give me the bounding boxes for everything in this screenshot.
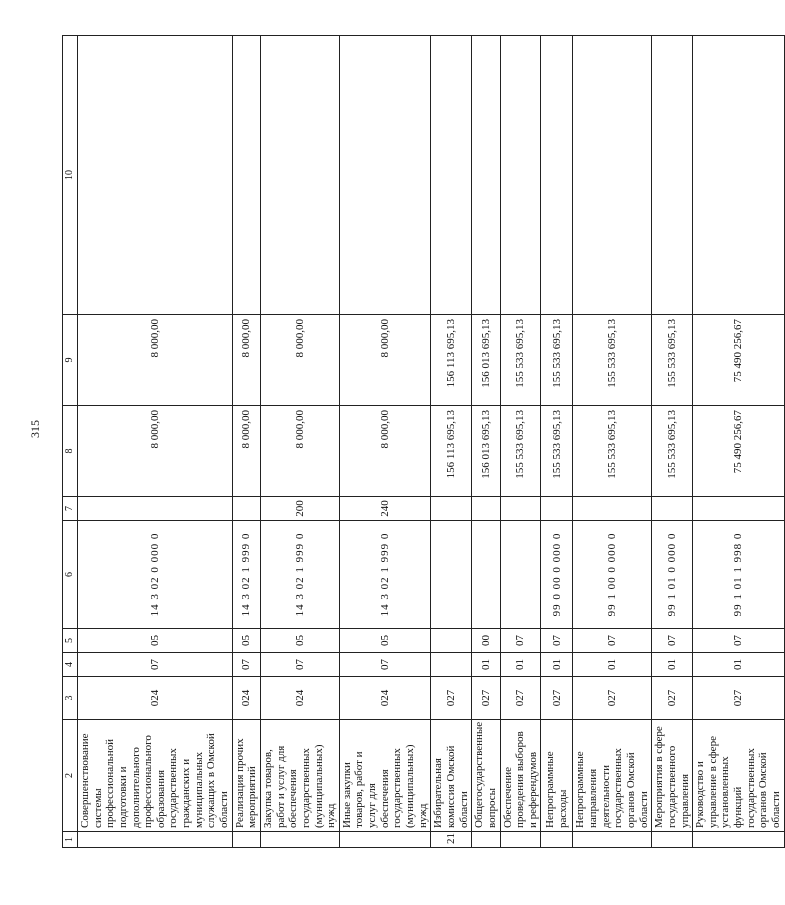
target-article-code: 14 3 02 1 999 0 bbox=[339, 521, 430, 629]
amount-col-8: 155 533 695,13 bbox=[573, 406, 652, 497]
subsection-code: 07 bbox=[541, 629, 573, 653]
table-header bbox=[63, 36, 78, 848]
table-row bbox=[431, 36, 472, 848]
target-article-code: 99 1 01 0 000 0 bbox=[652, 521, 693, 629]
row-number bbox=[541, 832, 573, 848]
amount-col-9: 155 533 695,13 bbox=[652, 315, 693, 406]
column-header-1: 1 bbox=[63, 832, 78, 848]
amount-col-10 bbox=[693, 36, 784, 315]
ministry-code: 027 bbox=[693, 677, 784, 720]
amount-col-8: 155 533 695,13 bbox=[500, 406, 541, 497]
expense-type-code bbox=[500, 497, 541, 521]
table-row bbox=[500, 36, 541, 848]
amount-col-9: 155 533 695,13 bbox=[500, 315, 541, 406]
subsection-code: 07 bbox=[693, 629, 784, 653]
item-name: Руководство и управление в сфере установленных функций государственных органов Омской области bbox=[693, 720, 784, 832]
ministry-code: 027 bbox=[541, 677, 573, 720]
amount-col-9: 156 113 695,13 bbox=[431, 315, 472, 406]
amount-col-8: 8 000,00 bbox=[232, 406, 260, 497]
item-name: Иные закупки товаров, работ и услуг для обеспечения государственных (муниципальных) нужд bbox=[339, 720, 430, 832]
column-header-3: 3 bbox=[63, 677, 78, 720]
ministry-code: 024 bbox=[260, 677, 339, 720]
amount-col-9: 8 000,00 bbox=[232, 315, 260, 406]
row-number bbox=[693, 832, 784, 848]
section-code: 01 bbox=[652, 653, 693, 677]
table-row bbox=[232, 36, 260, 848]
target-article-code: 99 1 00 0 000 0 bbox=[573, 521, 652, 629]
subsection-code: 07 bbox=[500, 629, 541, 653]
amount-col-9: 155 533 695,13 bbox=[573, 315, 652, 406]
section-code: 01 bbox=[573, 653, 652, 677]
expense-type-code bbox=[232, 497, 260, 521]
ministry-code: 024 bbox=[78, 677, 233, 720]
column-header-6: 6 bbox=[63, 521, 78, 629]
column-header-9: 9 bbox=[63, 315, 78, 406]
amount-col-9: 75 490 256,67 bbox=[693, 315, 784, 406]
ministry-code: 027 bbox=[431, 677, 472, 720]
row-number bbox=[652, 832, 693, 848]
table-row bbox=[573, 36, 652, 848]
expense-type-code: 240 bbox=[339, 497, 430, 521]
subsection-code bbox=[431, 629, 472, 653]
target-article-code: 14 3 02 1 999 0 bbox=[260, 521, 339, 629]
amount-col-9: 156 013 695,13 bbox=[472, 315, 500, 406]
column-header-8: 8 bbox=[63, 406, 78, 497]
section-code: 07 bbox=[232, 653, 260, 677]
item-name: Избирательная комиссия Омской области bbox=[431, 720, 472, 832]
target-article-code bbox=[431, 521, 472, 629]
expense-type-code bbox=[573, 497, 652, 521]
row-number bbox=[260, 832, 339, 848]
amount-col-9: 8 000,00 bbox=[260, 315, 339, 406]
target-article-code bbox=[500, 521, 541, 629]
amount-col-10 bbox=[431, 36, 472, 315]
column-header-2: 2 bbox=[63, 720, 78, 832]
amount-col-10 bbox=[652, 36, 693, 315]
amount-col-8: 155 533 695,13 bbox=[541, 406, 573, 497]
subsection-code: 05 bbox=[232, 629, 260, 653]
amount-col-10 bbox=[541, 36, 573, 315]
expense-type-code bbox=[472, 497, 500, 521]
table-row bbox=[541, 36, 573, 848]
table-row bbox=[693, 36, 784, 848]
item-name: Непрограммные расходы bbox=[541, 720, 573, 832]
column-header-7: 7 bbox=[63, 497, 78, 521]
table-row bbox=[260, 36, 339, 848]
section-code bbox=[431, 653, 472, 677]
amount-col-8: 75 490 256,67 bbox=[693, 406, 784, 497]
amount-col-9: 8 000,00 bbox=[339, 315, 430, 406]
item-name: Закупка товаров, работ и услуг для обеспечения государственных (муниципальных) нужд bbox=[260, 720, 339, 832]
subsection-code: 07 bbox=[652, 629, 693, 653]
amount-col-10 bbox=[573, 36, 652, 315]
ministry-code: 024 bbox=[339, 677, 430, 720]
amount-col-8: 8 000,00 bbox=[78, 406, 233, 497]
target-article-code: 14 3 02 1 999 0 bbox=[232, 521, 260, 629]
expense-type-code bbox=[541, 497, 573, 521]
section-code: 01 bbox=[472, 653, 500, 677]
item-name: Совершенствование системы профессиональной подготовки и дополнительного профессионального образования государственных гражданских и муниципальных служащих в Омской области bbox=[78, 720, 233, 832]
amount-col-10 bbox=[339, 36, 430, 315]
subsection-code: 05 bbox=[78, 629, 233, 653]
ministry-code: 027 bbox=[500, 677, 541, 720]
subsection-code: 07 bbox=[573, 629, 652, 653]
row-number bbox=[232, 832, 260, 848]
target-article-code: 14 3 02 0 000 0 bbox=[78, 521, 233, 629]
column-header-4: 4 bbox=[63, 653, 78, 677]
item-name: Общегосударственные вопросы bbox=[472, 720, 500, 832]
amount-col-8: 155 533 695,13 bbox=[652, 406, 693, 497]
column-header-5: 5 bbox=[63, 629, 78, 653]
amount-col-10 bbox=[260, 36, 339, 315]
subsection-code: 05 bbox=[260, 629, 339, 653]
section-code: 07 bbox=[339, 653, 430, 677]
amount-col-8: 156 113 695,13 bbox=[431, 406, 472, 497]
row-number bbox=[472, 832, 500, 848]
page-number: 315 bbox=[28, 420, 42, 438]
section-code: 01 bbox=[693, 653, 784, 677]
item-name: Мероприятия в сфере государственного управления bbox=[652, 720, 693, 832]
row-number bbox=[339, 832, 430, 848]
expense-type-code bbox=[431, 497, 472, 521]
ministry-code: 024 bbox=[232, 677, 260, 720]
column-header-10: 10 bbox=[63, 36, 78, 315]
row-number: 21 bbox=[431, 832, 472, 848]
expense-type-code bbox=[78, 497, 233, 521]
ministry-code: 027 bbox=[472, 677, 500, 720]
amount-col-10 bbox=[78, 36, 233, 315]
section-code: 01 bbox=[541, 653, 573, 677]
target-article-code: 99 1 01 1 998 0 bbox=[693, 521, 784, 629]
expense-type-code bbox=[693, 497, 784, 521]
target-article-code: 99 0 00 0 000 0 bbox=[541, 521, 573, 629]
amount-col-9: 155 533 695,13 bbox=[541, 315, 573, 406]
section-code: 07 bbox=[78, 653, 233, 677]
header-row bbox=[63, 36, 78, 848]
amount-col-10 bbox=[500, 36, 541, 315]
amount-col-8: 156 013 695,13 bbox=[472, 406, 500, 497]
amount-col-10 bbox=[472, 36, 500, 315]
table-row bbox=[339, 36, 430, 848]
budget-table-container bbox=[62, 36, 783, 848]
subsection-code: 05 bbox=[339, 629, 430, 653]
subsection-code: 00 bbox=[472, 629, 500, 653]
expense-type-code bbox=[652, 497, 693, 521]
ministry-code: 027 bbox=[652, 677, 693, 720]
row-number bbox=[78, 832, 233, 848]
item-name: Обеспечение проведения выборов и референдумов bbox=[500, 720, 541, 832]
amount-col-8: 8 000,00 bbox=[260, 406, 339, 497]
table-row bbox=[652, 36, 693, 848]
amount-col-10 bbox=[232, 36, 260, 315]
ministry-code: 027 bbox=[573, 677, 652, 720]
expense-type-code: 200 bbox=[260, 497, 339, 521]
row-number bbox=[500, 832, 541, 848]
item-name: Реализация прочих мероприятий bbox=[232, 720, 260, 832]
table-body bbox=[78, 36, 785, 848]
row-number bbox=[573, 832, 652, 848]
budget-table bbox=[62, 35, 785, 848]
table-row bbox=[78, 36, 233, 848]
amount-col-9: 8 000,00 bbox=[78, 315, 233, 406]
target-article-code bbox=[472, 521, 500, 629]
amount-col-8: 8 000,00 bbox=[339, 406, 430, 497]
table-row bbox=[472, 36, 500, 848]
section-code: 07 bbox=[260, 653, 339, 677]
item-name: Непрограммные направления деятельности государственных органов Омской области bbox=[573, 720, 652, 832]
section-code: 01 bbox=[500, 653, 541, 677]
